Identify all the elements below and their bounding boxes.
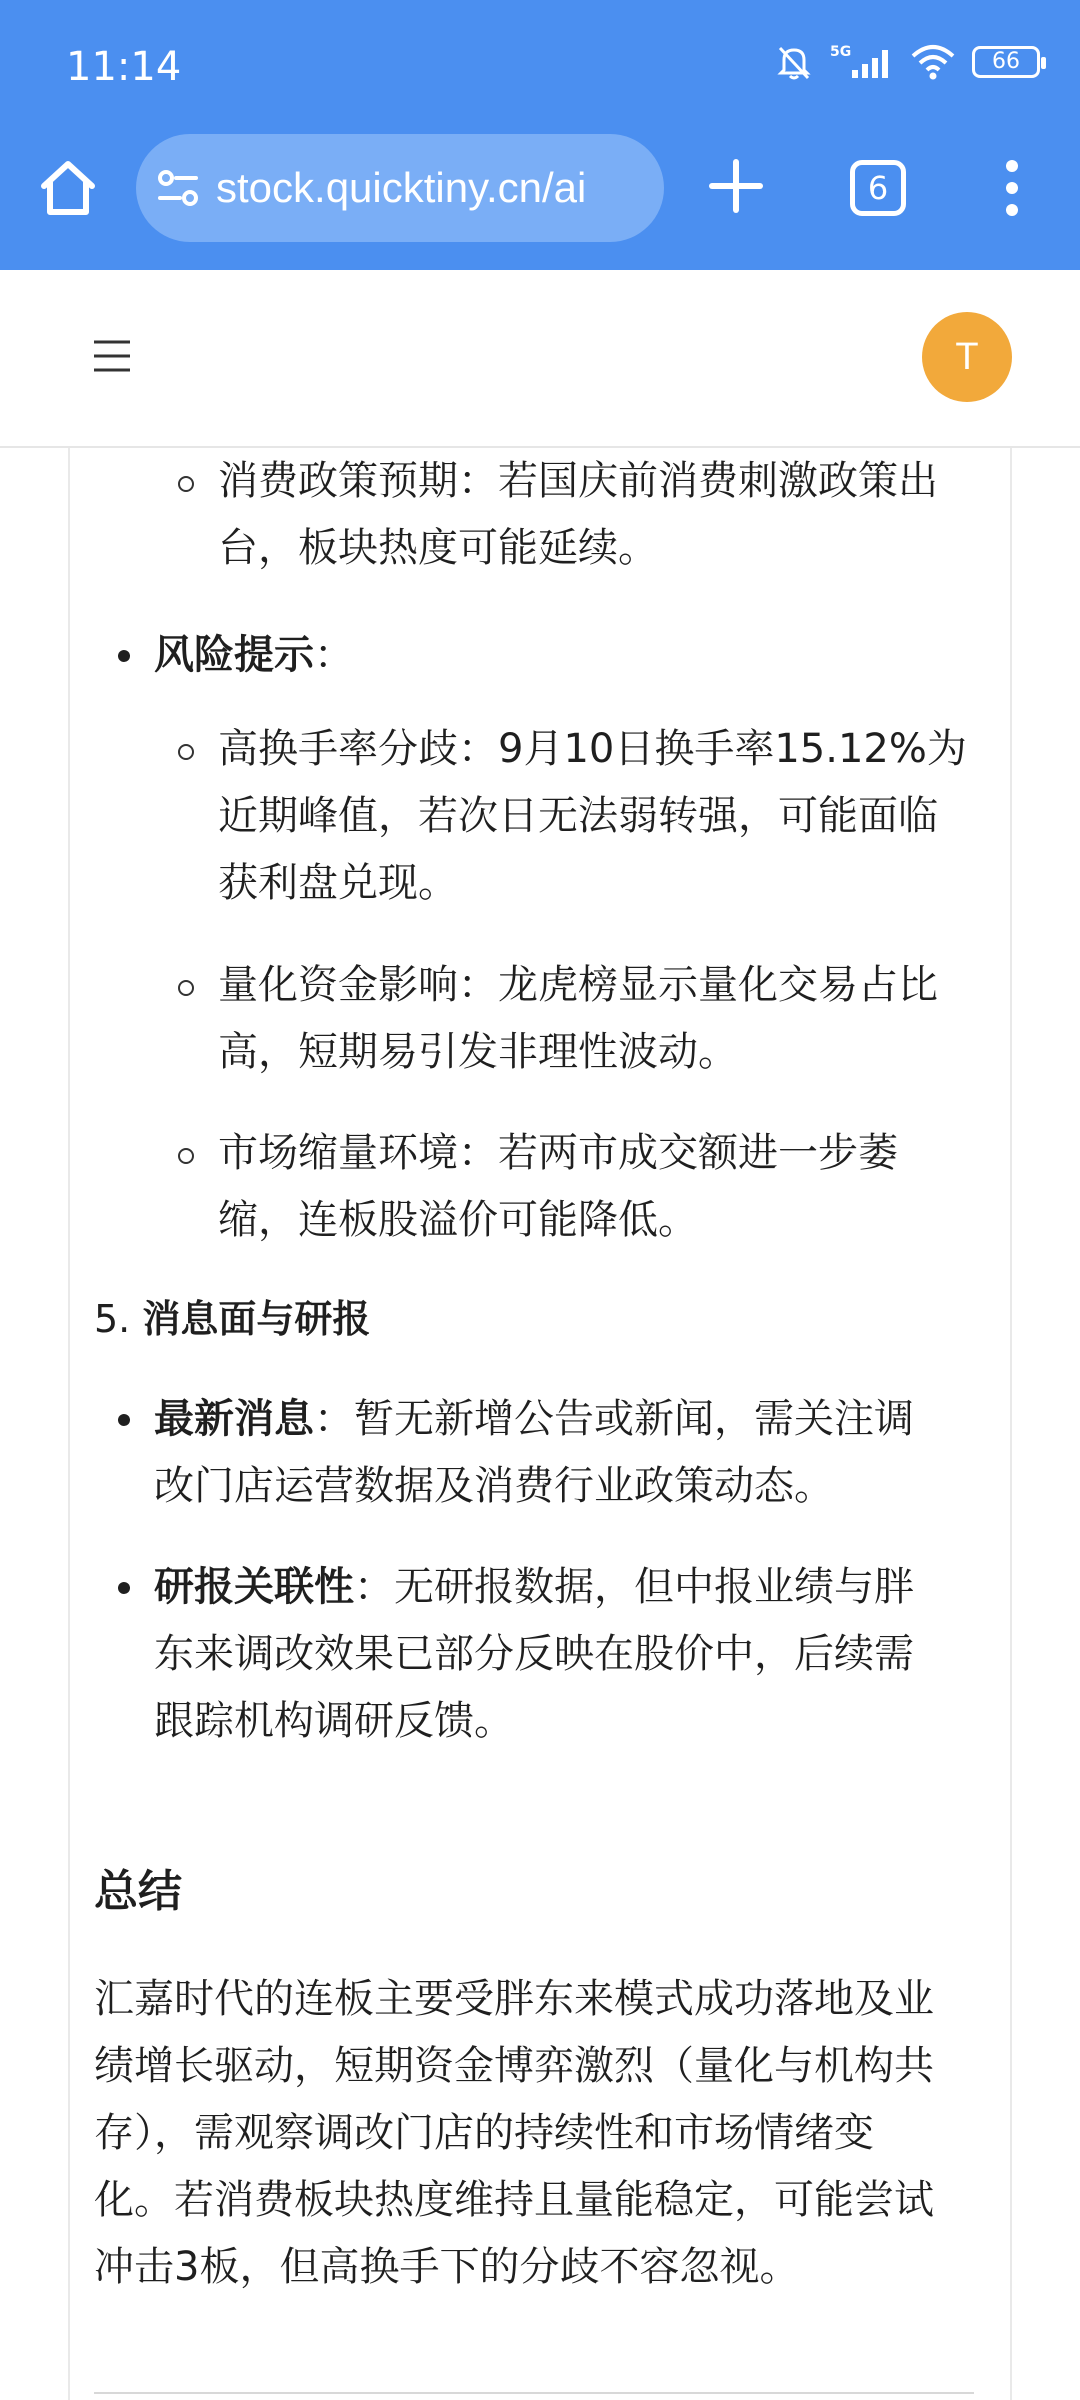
section-title: 消息面与研报: [142, 1297, 371, 1341]
bullet-marker: [118, 1582, 130, 1594]
item-line: ：暂无新增公告或新闻，需关注调: [314, 1396, 914, 1442]
bullet-marker: [118, 650, 130, 662]
divider: [94, 2392, 974, 2394]
list-item: [154, 1554, 954, 1755]
address-bar[interactable]: [136, 134, 664, 242]
item-line: 高换手率分歧：9月10日换手率15.12%为: [218, 726, 967, 772]
signal-5g-icon: [830, 42, 894, 82]
item-line: ：无研报数据，但中报业绩与胖: [354, 1564, 914, 1610]
summary-line: 冲击3板，但高换手下的分歧不容忽视。: [94, 2244, 800, 2290]
risk-colon: ：: [314, 632, 354, 678]
battery-icon: 66: [972, 46, 1040, 78]
list-item-risk: [154, 622, 954, 689]
status-bar: [0, 0, 1080, 130]
home-icon[interactable]: [36, 156, 100, 220]
sub-bullet-marker: [178, 1148, 194, 1164]
wifi-icon: [910, 42, 956, 82]
sub-list-item: [218, 716, 998, 917]
bullet-marker: [118, 1414, 130, 1426]
item-text: ：若国庆前消费刺激政策出: [458, 458, 938, 504]
answer-content: [68, 448, 1012, 2400]
status-icons: [774, 42, 1040, 82]
item-line: 改门店运营数据及消费行业政策动态。: [154, 1463, 834, 1509]
summary-line: 汇嘉时代的连板主要受胖东来模式成功落地及业: [94, 1976, 934, 2022]
sub-list-item: [218, 952, 998, 1086]
item-line: 量化资金影响：龙虎榜显示量化交易占比: [218, 962, 938, 1008]
sub-list-item: [218, 1120, 998, 1254]
item-label: 消费政策预期: [218, 458, 458, 504]
summary-line: 绩增长驱动，短期资金博弈激烈（量化与机构共: [94, 2043, 934, 2089]
new-tab-icon[interactable]: [706, 156, 766, 216]
sub-bullet-marker: [178, 476, 194, 492]
item-line: 近期峰值，若次日无法弱转强，可能面临: [218, 793, 938, 839]
more-menu-icon[interactable]: [1000, 156, 1024, 220]
site-settings-icon[interactable]: [156, 166, 200, 210]
item-line: 市场缩量环境：若两市成交额进一步萎: [218, 1130, 898, 1176]
item-text-line2: 台，板块热度可能延续。: [218, 525, 658, 571]
browser-toolbar: [0, 130, 1080, 270]
section-number: 5.: [94, 1297, 143, 1341]
avatar[interactable]: T: [922, 312, 1012, 402]
item-line: 获利盘兑现。: [218, 860, 458, 906]
sub-bullet-marker: [178, 744, 194, 760]
summary-line: 存），需观察调改门店的持续性和市场情绪变: [94, 2110, 874, 2156]
summary-heading: 总结: [94, 1866, 182, 1917]
item-line: 跟踪机构调研反馈。: [154, 1698, 514, 1744]
item-line: 高，短期易引发非理性波动。: [218, 1029, 738, 1075]
status-time: 11:14: [66, 44, 182, 90]
sub-list-item: [218, 448, 998, 582]
hamburger-menu-icon[interactable]: [92, 338, 132, 374]
sub-bullet-marker: [178, 980, 194, 996]
risk-label: 风险提示: [154, 632, 314, 678]
item-label: 最新消息: [154, 1396, 314, 1442]
item-line: 东来调改效果已部分反映在股价中，后续需: [154, 1631, 914, 1677]
summary-paragraph: [94, 1966, 994, 2301]
url-text[interactable]: stock.quicktiny.cn/ai: [216, 164, 587, 211]
list-item: [154, 1386, 954, 1520]
tab-switcher-button[interactable]: 6: [850, 160, 906, 216]
item-label: 研报关联性: [154, 1564, 354, 1610]
item-line: 缩，连板股溢价可能降低。: [218, 1197, 698, 1243]
app-header: [0, 270, 1080, 448]
mute-bell-icon: [774, 42, 814, 82]
network-label: 5G: [830, 44, 852, 60]
summary-line: 化。若消费板块热度维持且量能稳定，可能尝试: [94, 2177, 934, 2223]
section-heading: [94, 1286, 370, 1353]
